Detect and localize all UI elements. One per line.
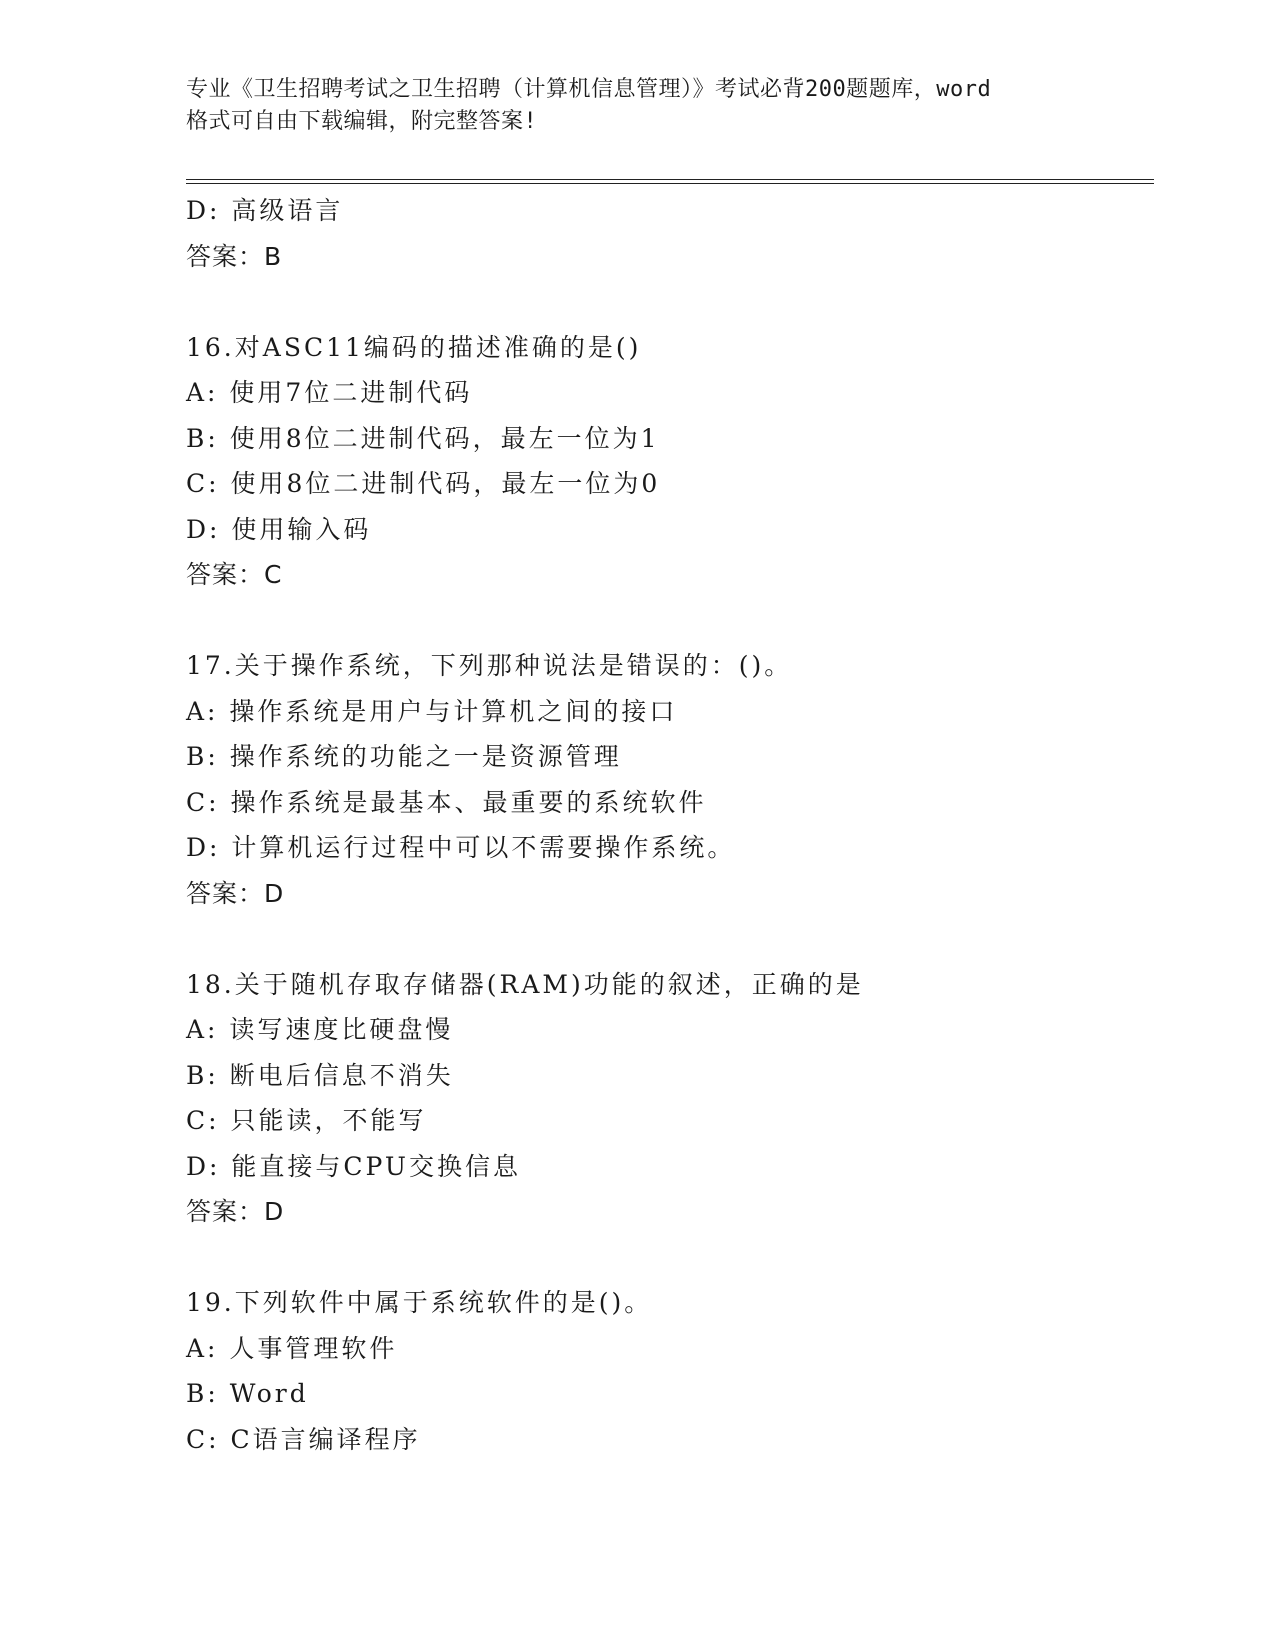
answer-line: 答案：D: [186, 1197, 285, 1226]
option-b: B: 操作系统的功能之一是资源管理: [186, 742, 622, 771]
option-d: D: 高级语言: [186, 196, 344, 225]
question-list: [186, 188, 1146, 1462]
option-b: B: Word: [186, 1379, 309, 1408]
header-divider-bottom: [186, 183, 1154, 184]
option-b: B: 断电后信息不消失: [186, 1060, 454, 1090]
answer-line: 答案：C: [186, 560, 283, 589]
previous-question-tail: [186, 188, 1146, 279]
option-c: C: C语言编译程序: [186, 1424, 421, 1454]
spacer: [186, 916, 1146, 962]
question-17: [186, 643, 1146, 916]
option-a: A: 操作系统是用户与计算机之间的接口: [186, 696, 678, 726]
option-b: B: 使用8位二进制代码，最左一位为1: [186, 423, 660, 453]
spacer: [186, 598, 1146, 644]
option-c: C: 只能读，不能写: [186, 1106, 427, 1135]
question-16: [186, 325, 1146, 598]
header-divider-top: [186, 179, 1154, 180]
header-line-2: 格式可自由下载编辑，附完整答案!: [186, 109, 538, 134]
question-19: [186, 1280, 1146, 1462]
answer-line: 答案：D: [186, 878, 285, 908]
option-d: D: 能直接与CPU交换信息: [186, 1151, 521, 1181]
spacer: [186, 1235, 1146, 1281]
spacer: [186, 279, 1146, 325]
option-a: A: 读写速度比硬盘慢: [186, 1015, 454, 1044]
question-stem: 19.下列软件中属于系统软件的是()。: [186, 1288, 653, 1317]
question-18: [186, 962, 1146, 1235]
option-c: C: 使用8位二进制代码，最左一位为0: [186, 469, 661, 498]
option-a: A: 使用7位二进制代码: [186, 378, 473, 407]
option-d: D: 计算机运行过程中可以不需要操作系统。: [186, 833, 736, 862]
answer-line: 答案：B: [186, 241, 283, 271]
document-header: [186, 74, 1106, 138]
header-line-1: 专业《卫生招聘考试之卫生招聘（计算机信息管理）》考试必背200题题库，word: [186, 77, 992, 102]
question-stem: 18.关于随机存取存储器(RAM)功能的叙述，正确的是: [186, 969, 864, 999]
option-a: A: 人事管理软件: [186, 1333, 398, 1363]
question-stem: 17.关于操作系统，下列那种说法是错误的：()。: [186, 651, 793, 680]
option-d: D: 使用输入码: [186, 514, 372, 544]
option-c: C: 操作系统是最基本、最重要的系统软件: [186, 787, 707, 817]
question-stem: 16.对ASC11编码的描述准确的是(): [186, 332, 642, 362]
